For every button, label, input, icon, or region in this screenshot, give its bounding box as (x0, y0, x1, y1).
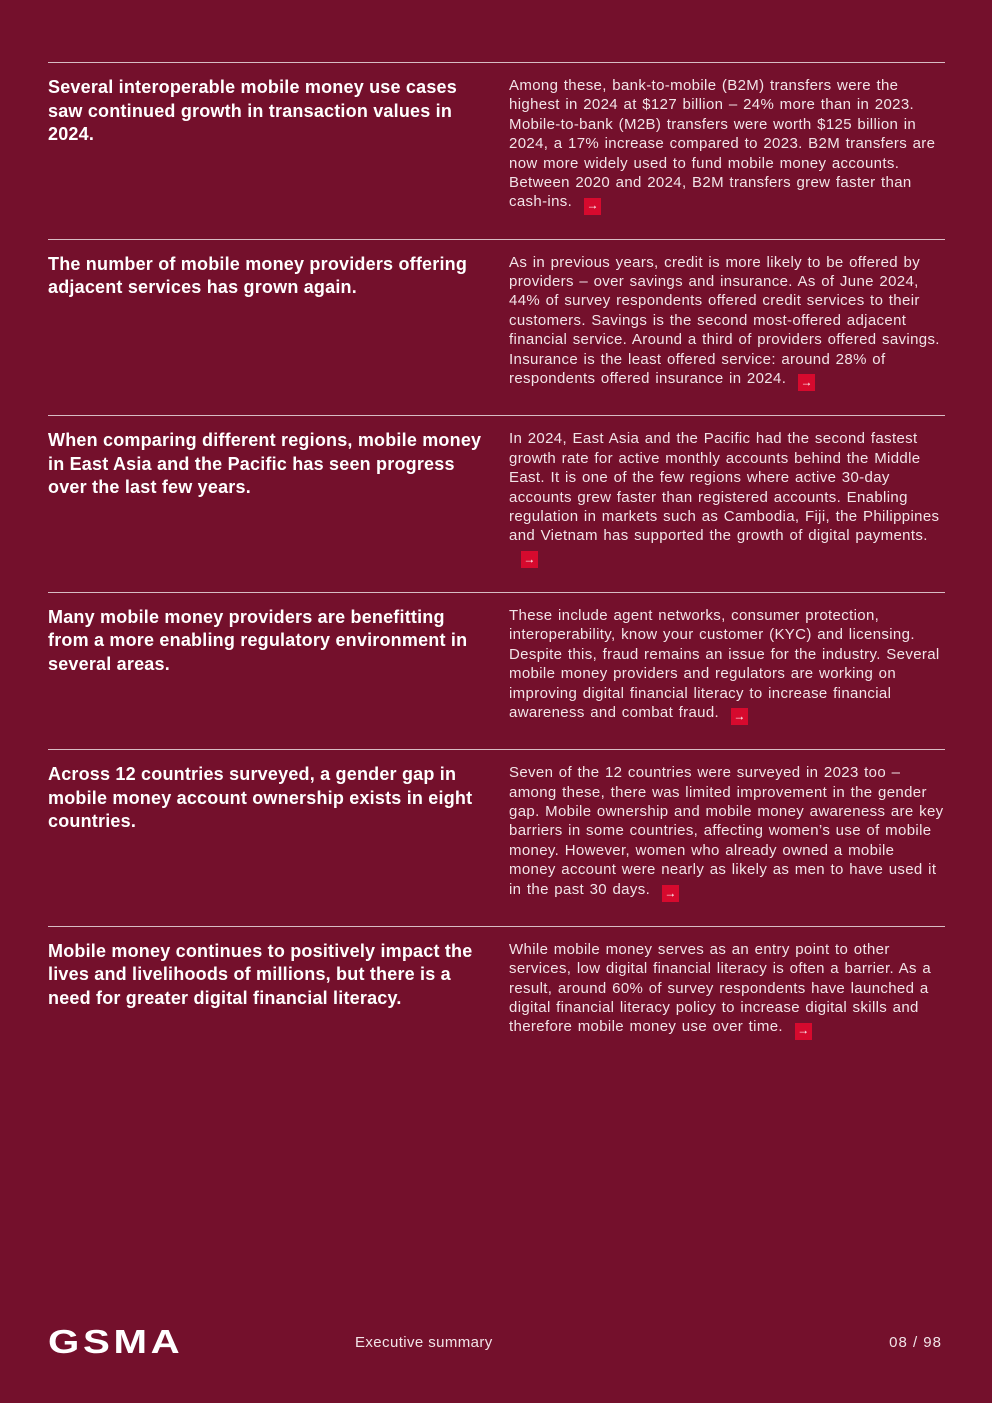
right-arrow-glyph: → (523, 551, 536, 566)
section-body-text: As in previous years, credit is more likely to be offered by providers – over savings and insurance. As of June 2024, 44% of survey respondents offered credit services to their customers. Savings is the second most-offered adjacent financial service. Around a third of providers offered savings. Insurance is the least offered service: around 28% of respondents offered insurance in 2024. (509, 253, 940, 388)
arrow-link-icon[interactable] (662, 885, 679, 902)
right-arrow-glyph: → (733, 708, 746, 723)
right-arrow-glyph: → (664, 885, 677, 900)
section-body-text: While mobile money serves as an entry point to other services, low digital financial literacy is often a barrier. As a result, around 60% of survey respondents have launched a digital financial literacy policy to increase digital skills and therefore mobile money use over time. (509, 940, 932, 1036)
right-arrow-glyph: → (797, 1023, 810, 1038)
summary-section (48, 415, 945, 592)
right-arrow-glyph: → (586, 198, 599, 213)
arrow-link-icon[interactable] (798, 374, 815, 391)
page-footer (48, 1322, 942, 1362)
section-body-text: Seven of the 12 countries were surveyed in 2023 too – among these, there was limited improvement in the gender gap. Mobile ownership and mobile money awareness are key barriers in some countries, affecting women’s use of mobile money. However, women who already owned a mobile money account were nearly as likely as men to have used it in the past 30 days. (509, 764, 944, 898)
summary-section (48, 926, 945, 1064)
section-body (509, 429, 945, 568)
page-number: 08 / 98 (889, 1333, 942, 1351)
section-body-text: In 2024, East Asia and the Pacific had the second fastest growth rate for active monthly accounts behind the Middle East. It is one of the few regions where active 30-day accounts grew faster than registered accounts. Enabling regulation in markets such as Cambodia, Fiji, the Philippines and Vietnam has supported the growth of digital payments. (509, 430, 940, 545)
right-arrow-glyph: → (800, 375, 813, 390)
section-heading: When comparing different regions, mobile money in East Asia and the Pacific has seen progress over the last few years. (48, 430, 482, 498)
section-heading: Many mobile money providers are benefitting from a more enabling regulatory environment in several areas. (48, 606, 468, 674)
section-heading: The number of mobile money providers offering adjacent services has grown again. (48, 253, 468, 298)
section-body (509, 763, 945, 902)
section-heading: Mobile money continues to positively impact the lives and livelihoods of millions, but there is a need for greater digital financial literacy. (48, 940, 473, 1008)
section-body-text: Among these, bank-to-mobile (B2M) transfers were the highest in 2024 at $127 billion – 24% more than in 2023. Mobile-to-bank (M2B) transfers were worth $125 billion in 2024, a 17% increase compared to 2023. B2M transfers are now more widely used to fund mobile money accounts. Between 2020 and 2024, B2M transfers grew faster than cash-ins. (509, 77, 936, 211)
arrow-link-icon[interactable] (731, 708, 748, 725)
arrow-link-icon[interactable] (795, 1023, 812, 1040)
arrow-link-icon[interactable] (521, 551, 538, 568)
executive-summary-list (48, 62, 945, 1064)
section-body-text: These include agent networks, consumer protection, interoperability, know your customer (KYC) and licensing. Despite this, fraud remains an issue for the industry. Several mobile money providers and regulators are working on improving digital financial literacy to increase financial awareness and combat fraud. (509, 606, 940, 721)
gsma-logo: GSMA (48, 1323, 184, 1360)
summary-section (48, 62, 945, 239)
summary-section (48, 592, 945, 749)
section-heading: Across 12 countries surveyed, a gender gap in mobile money account ownership exists in eight countries. (48, 764, 473, 832)
section-body (509, 606, 945, 725)
section-body (509, 253, 945, 392)
section-body (509, 940, 945, 1040)
summary-section (48, 239, 945, 416)
section-body (509, 76, 945, 215)
arrow-link-icon[interactable] (584, 198, 601, 215)
footer-section-label: Executive summary (355, 1333, 493, 1351)
summary-section (48, 749, 945, 926)
section-heading: Several interoperable mobile money use cases saw continued growth in transaction values in 2024. (48, 77, 457, 144)
